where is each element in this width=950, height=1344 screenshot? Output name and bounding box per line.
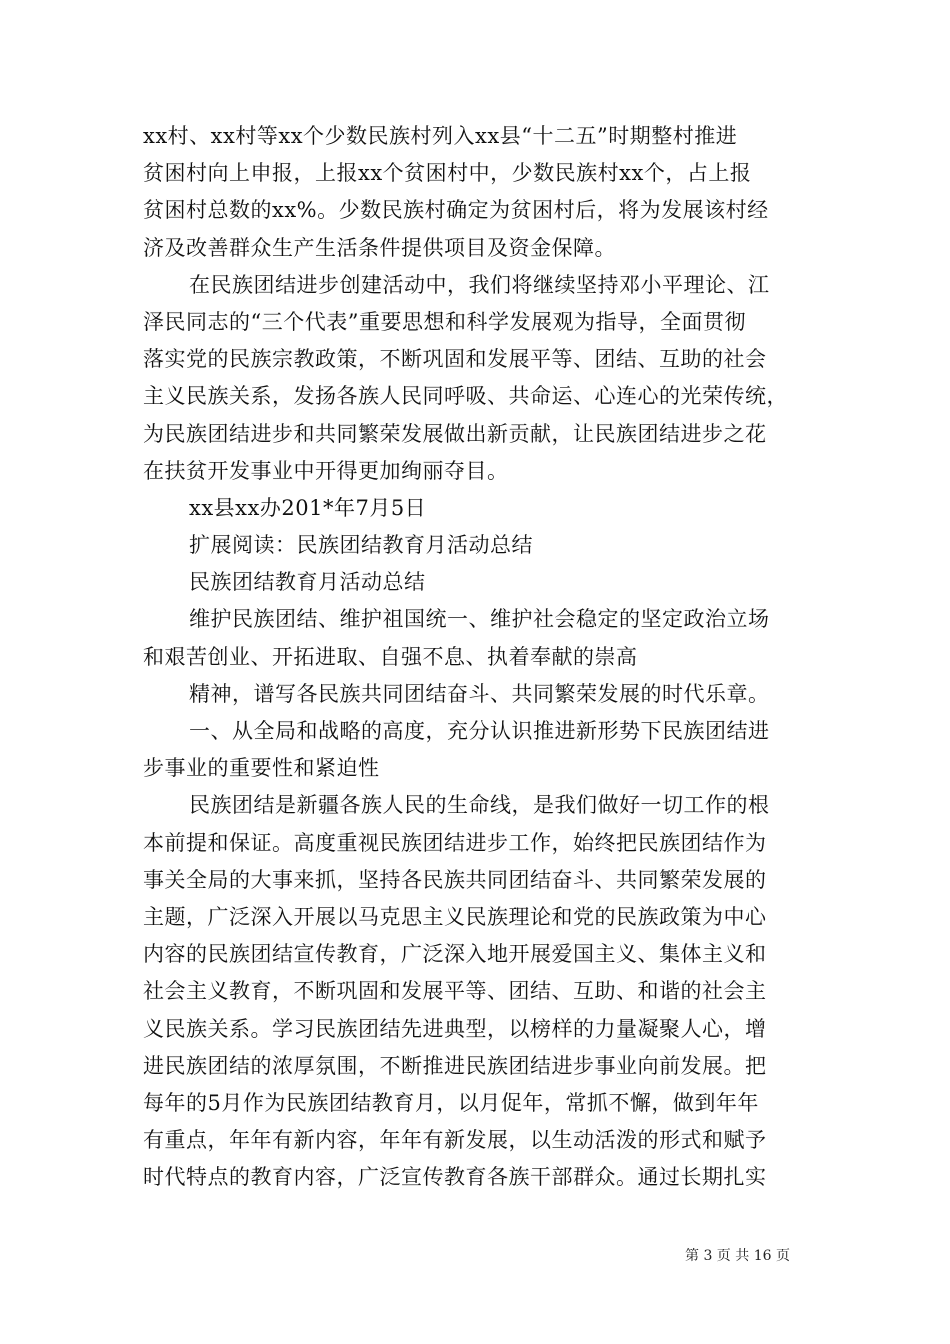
- text-line: 济及改善群众生产生活条件提供项目及资金保障。: [143, 235, 616, 260]
- text-line: 在扶贫开发事业中开得更加绚丽夺目。: [143, 458, 509, 483]
- text-line: 进民族团结的浓厚氛围，不断推进民族团结进步事业向前发展。把: [143, 1053, 767, 1078]
- text-line: 事关全局的大事来抓，坚持各民族共同团结奋斗、共同繁荣发展的: [143, 867, 767, 892]
- text-line: 本前提和保证。高度重视民族团结进步工作，始终把民族团结作为: [143, 830, 767, 855]
- text-line: 和艰苦创业、开拓进取、自强不息、执着奉献的崇高: [143, 644, 638, 669]
- paragraph-start-line: 在民族团结进步创建活动中，我们将继续坚持邓小平理论、江: [189, 272, 770, 297]
- text-line: 主义民族关系，发扬各族人民同呼吸、共命运、心连心的光荣传统，: [143, 384, 788, 409]
- text-line: 有重点，年年有新内容，年年有新发展，以生动活泼的形式和赋予: [143, 1128, 767, 1153]
- heading-line: 步事业的重要性和紧迫性: [143, 756, 380, 781]
- document-body: [143, 118, 818, 1196]
- paragraph-start-line: 精神，谱写各民族共同团结奋斗、共同繁荣发展的时代乐章。: [189, 681, 770, 706]
- text-line: 义民族关系。学习民族团结先进典型，以榜样的力量凝聚人心，增: [143, 1016, 767, 1041]
- text-line: 主题，广泛深入开展以马克思主义民族理论和党的民族政策为中心: [143, 904, 767, 929]
- text-line: 泽民同志的“三个代表”重要思想和科学发展观为指导，全面贯彻: [143, 309, 746, 334]
- paragraph-start-line: 维护民族团结、维护祖国统一、维护社会稳定的坚定政治立场: [189, 607, 770, 632]
- text-line: 每年的5月作为民族团结教育月，以月促年，常抓不懈，做到年年: [143, 1090, 759, 1115]
- text-line: 落实党的民族宗教政策，不断巩固和发展平等、团结、互助的社会: [143, 347, 767, 372]
- section-title-line: 民族团结教育月活动总结: [189, 570, 426, 595]
- paragraph-start-line: 民族团结是新疆各族人民的生命线，是我们做好一切工作的根: [189, 793, 770, 818]
- signature-date-line: xx县xx办201*年7月5日: [189, 495, 427, 520]
- text-line: xx村、xx村等xx个少数民族村列入xx县“十二五”时期整村推进: [143, 124, 738, 148]
- page-number-footer: 第 3 页 共 16 页: [685, 1248, 790, 1264]
- text-line: 社会主义教育，不断巩固和发展平等、团结、互助、和谐的社会主: [143, 979, 767, 1004]
- text-line: 内容的民族团结宣传教育，广泛深入地开展爱国主义、集体主义和: [143, 942, 767, 967]
- text-line: 贫困村总数的xx%。少数民族村确定为贫困村后，将为发展该村经: [143, 198, 769, 223]
- text-line: 为民族团结进步和共同繁荣发展做出新贡献，让民族团结进步之花: [143, 421, 767, 446]
- text-line: 时代特点的教育内容，广泛宣传教育各族干部群众。通过长期扎实: [143, 1165, 767, 1190]
- text-line: 贫困村向上申报，上报xx个贫困村中，少数民族村xx个，占上报: [143, 161, 752, 186]
- extended-reading-line: 扩展阅读：民族团结教育月活动总结: [189, 533, 533, 558]
- heading-line: 一、从全局和战略的高度，充分认识推进新形势下民族团结进: [189, 719, 770, 743]
